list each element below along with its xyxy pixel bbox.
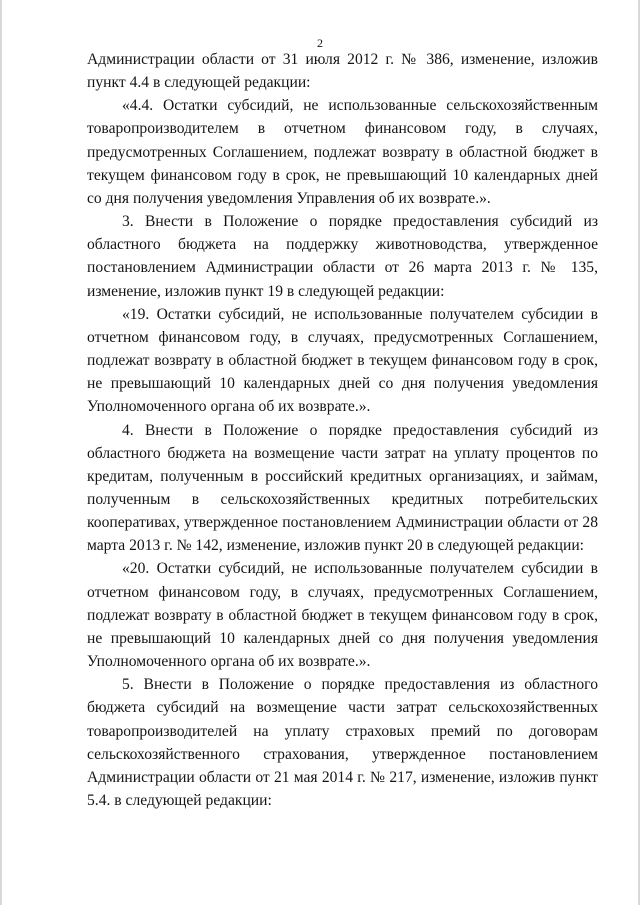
paragraph-item-5: 5. Внести в Положение о порядке предоставления из областного бюджета субсидий на возмещение части затрат сельскохозяйственных товаропроизводителей на уплату страховых премий по договорам сельскохозяйственного страхования, утвержденное постановлением Администрации области от 21 мая 2014 г. № 217, изменение, изложив пункт 5.4. в следующей редакции: bbox=[87, 676, 598, 809]
paragraph-item-4: 4. Внести в Положение о порядке предоставления субсидий из областного бюджета на возмещение части затрат на уплату процентов по кредитам, полученным в российский кредитных организациях, и займам, полученным в сельскохозяйственных кредитных потребительских кооперативах, утвержденное постановлением Администрации области от 28 марта 2013 г. № 142, изменение, изложив пункт 20 в следующей редакции: bbox=[87, 421, 598, 555]
paragraph-continuation: Администрации области от 31 июля 2012 г. № 386, изменение, изложив пункт 4.4 в следующей редакции: bbox=[87, 51, 598, 92]
scan-left-edge bbox=[0, 0, 2, 905]
paragraph-quote-4-4: «4.4. Остатки субсидий, не использованные сельскохозяйственным товаропроизводителем в отчетном финансовом году, в случаях, предусмотренных Соглашением, подлежат возврату в областной бюджет в текущем финансовом году в срок, не превышающий 10 календарных дней со дня получения уведомления Управления об их возврате.». bbox=[87, 97, 598, 207]
page-number: 2 bbox=[317, 36, 323, 50]
paragraph-quote-20: «20. Остатки субсидий, не использованные получателем субсидии в отчетном финансовом году, в случаях, предусмотренных Соглашением, подлежат возврату в областной бюджет в текущем финансовом году в срок, не превышающий 10 календарных дней со дня получения уведомления Уполномоченного органа об их возврате.». bbox=[87, 560, 598, 671]
document-body bbox=[87, 48, 598, 812]
paragraph-item-3: 3. Внести в Положение о порядке предоставления субсидий из областного бюджета на поддержку животноводства, утвержденное постановлением Администрации области от 26 марта 2013 г. № 135, изменение, изложив пункт 19 в следующей редакции: bbox=[87, 213, 598, 300]
paragraph-quote-19: «19. Остатки субсидий, не использованные получателем субсидии в отчетном финансовом году, в случаях, предусмотренных Соглашением, подлежат возврату в областной бюджет в текущем финансовом году в срок, не превышающий 10 календарных дней со дня получения уведомления Уполномоченного органа об их возврате.». bbox=[87, 305, 598, 416]
